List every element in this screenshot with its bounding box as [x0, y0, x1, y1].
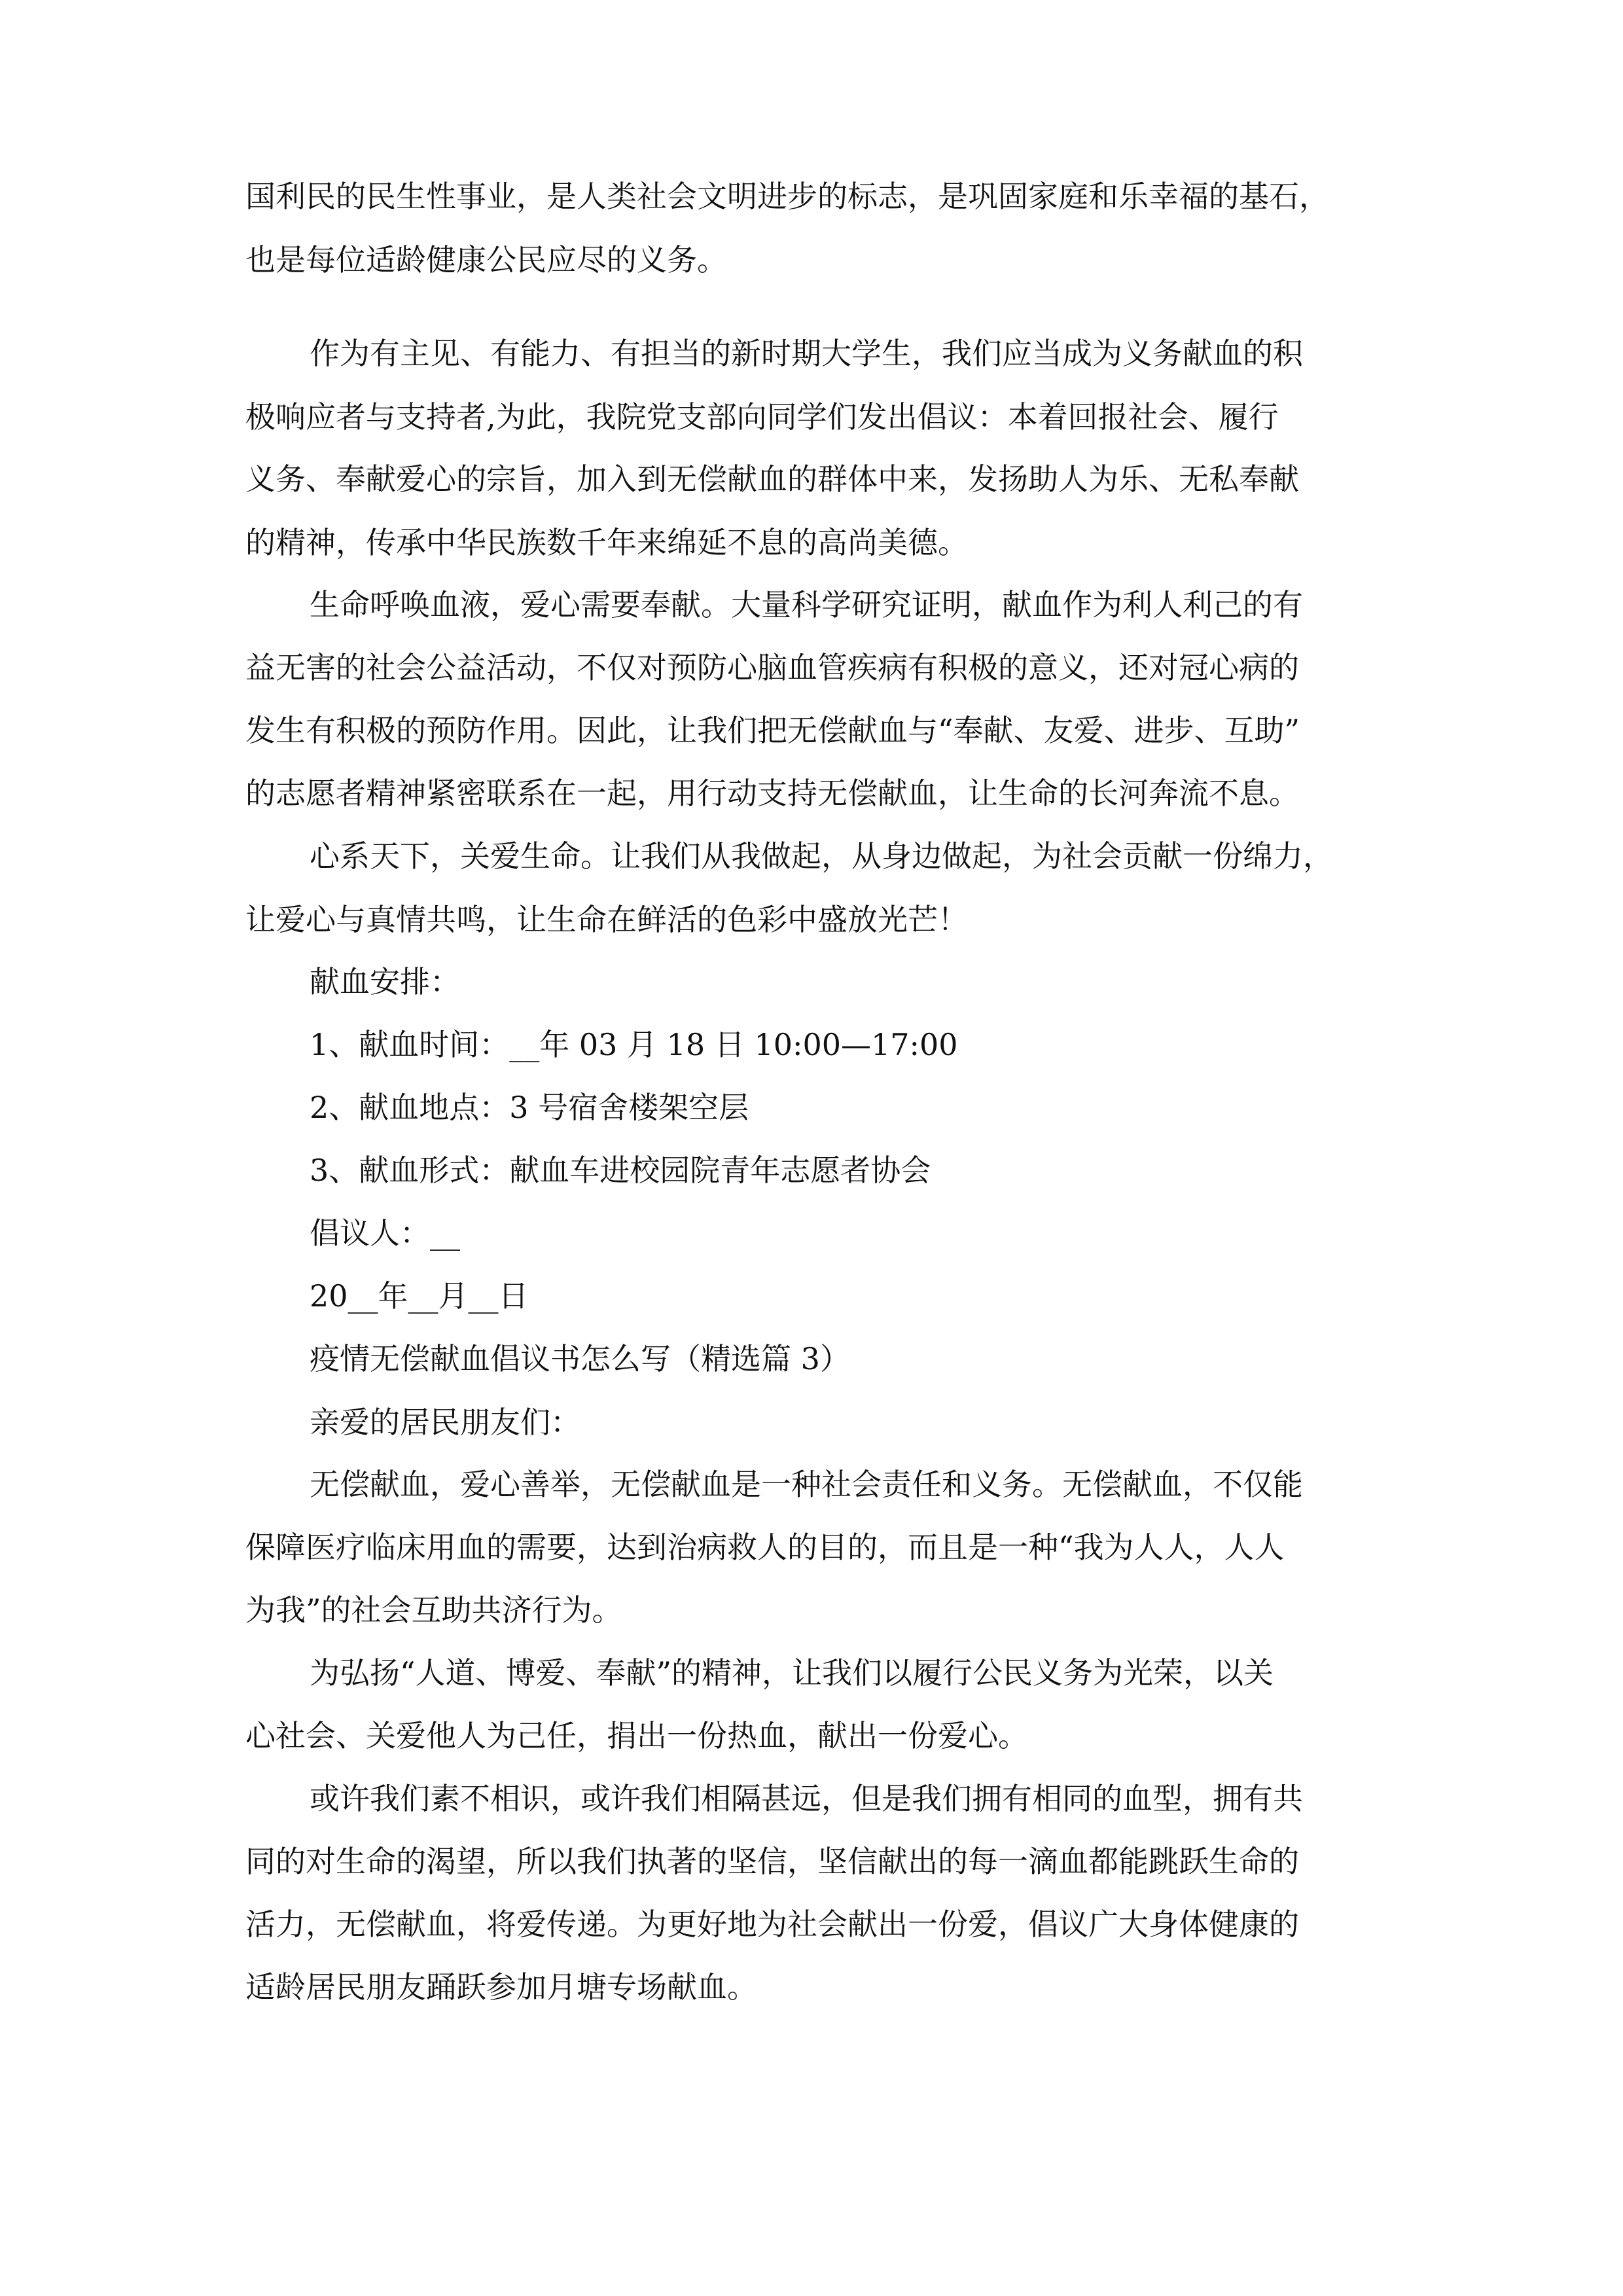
- paragraph-line: 心系天下，关爱生命。让我们从我做起，从身边做起，为社会贡献一份绵力，: [310, 838, 1333, 874]
- paragraph-line: 为弘扬“人道、博爱、奉献”的精神，让我们以履行公民义务为光荣，以关: [310, 1655, 1274, 1691]
- paragraph-line: 为我”的社会互助共济行为。: [245, 1592, 622, 1628]
- paragraph-line: 无偿献血，爱心善举，无偿献血是一种社会责任和义务。无偿献血，不仅能: [310, 1467, 1303, 1502]
- paragraph-line: 的志愿者精神紧密联系在一起，用行动支持无偿献血，让生命的长河奔流不息。: [245, 776, 1299, 811]
- section-heading: 献血安排：: [310, 964, 460, 999]
- paragraph-line: 让爱心与真情共鸣，让生命在鲜活的色彩中盛放光芒！: [245, 902, 968, 937]
- paragraph-line: 的精神，传承中华民族数千年来绵延不息的高尚美德。: [245, 525, 968, 560]
- paragraph-line: 益无害的社会公益活动，不仅对预防心脑血管疾病有积极的意义，还对冠心病的: [245, 650, 1299, 685]
- article-title: 疫情无偿献血倡议书怎么写（精选篇 3）: [310, 1341, 850, 1376]
- paragraph-line: 适龄居民朋友踊跃参加月塘专场献血。: [245, 1969, 757, 2005]
- paragraph-line: 极响应者与支持者,为此，我院党支部向同学们发出倡议：本着回报社会、履行: [245, 399, 1279, 435]
- paragraph-line: 生命呼唤血液，爱心需要奉献。大量科学研究证明，献血作为利人利己的有: [310, 587, 1303, 622]
- paragraph-line: 国利民的民生性事业，是人类社会文明进步的标志，是巩固家庭和乐幸福的基石，: [245, 179, 1329, 214]
- date-line: 20__年__月__日: [310, 1278, 529, 1314]
- list-item: 1、献血时间：__年 03 月 18 日 10:00—17:00: [310, 1027, 958, 1062]
- paragraph-line: 保障医疗临床用血的需要，达到治病救人的目的，而且是一种“我为人人，人人: [245, 1530, 1285, 1565]
- paragraph-line: 活力，无偿献血，将爱传递。为更好地为社会献出一份爱，倡议广大身体健康的: [245, 1907, 1299, 1942]
- paragraph-line: 义务、奉献爱心的宗旨，加入到无偿献血的群体中来，发扬助人为乐、无私奉献: [245, 461, 1299, 497]
- paragraph-line: 心社会、关爱他人为己任，捐出一份热血，献出一份爱心。: [245, 1718, 1028, 1753]
- list-item: 2、献血地点：3 号宿舍楼架空层: [310, 1090, 749, 1125]
- list-item: 3、献血形式：献血车进校园院青年志愿者协会: [310, 1153, 931, 1188]
- paragraph-line: 作为有主见、有能力、有担当的新时期大学生，我们应当成为义务献血的积: [310, 336, 1303, 371]
- salutation: 亲爱的居民朋友们：: [310, 1405, 580, 1440]
- paragraph-line: 同的对生命的渴望，所以我们执著的坚信，坚信献出的每一滴血都能跳跃生命的: [245, 1844, 1299, 1879]
- paragraph-line: 或许我们素不相识，或许我们相隔甚远，但是我们拥有相同的血型，拥有共: [310, 1781, 1303, 1816]
- signatory-line: 倡议人：__: [310, 1215, 460, 1251]
- paragraph-line: 也是每位适龄健康公民应尽的义务。: [245, 242, 727, 278]
- paragraph-line: 发生有积极的预防作用。因此，让我们把无偿献血与“奉献、友爱、进步、互助”: [245, 713, 1300, 748]
